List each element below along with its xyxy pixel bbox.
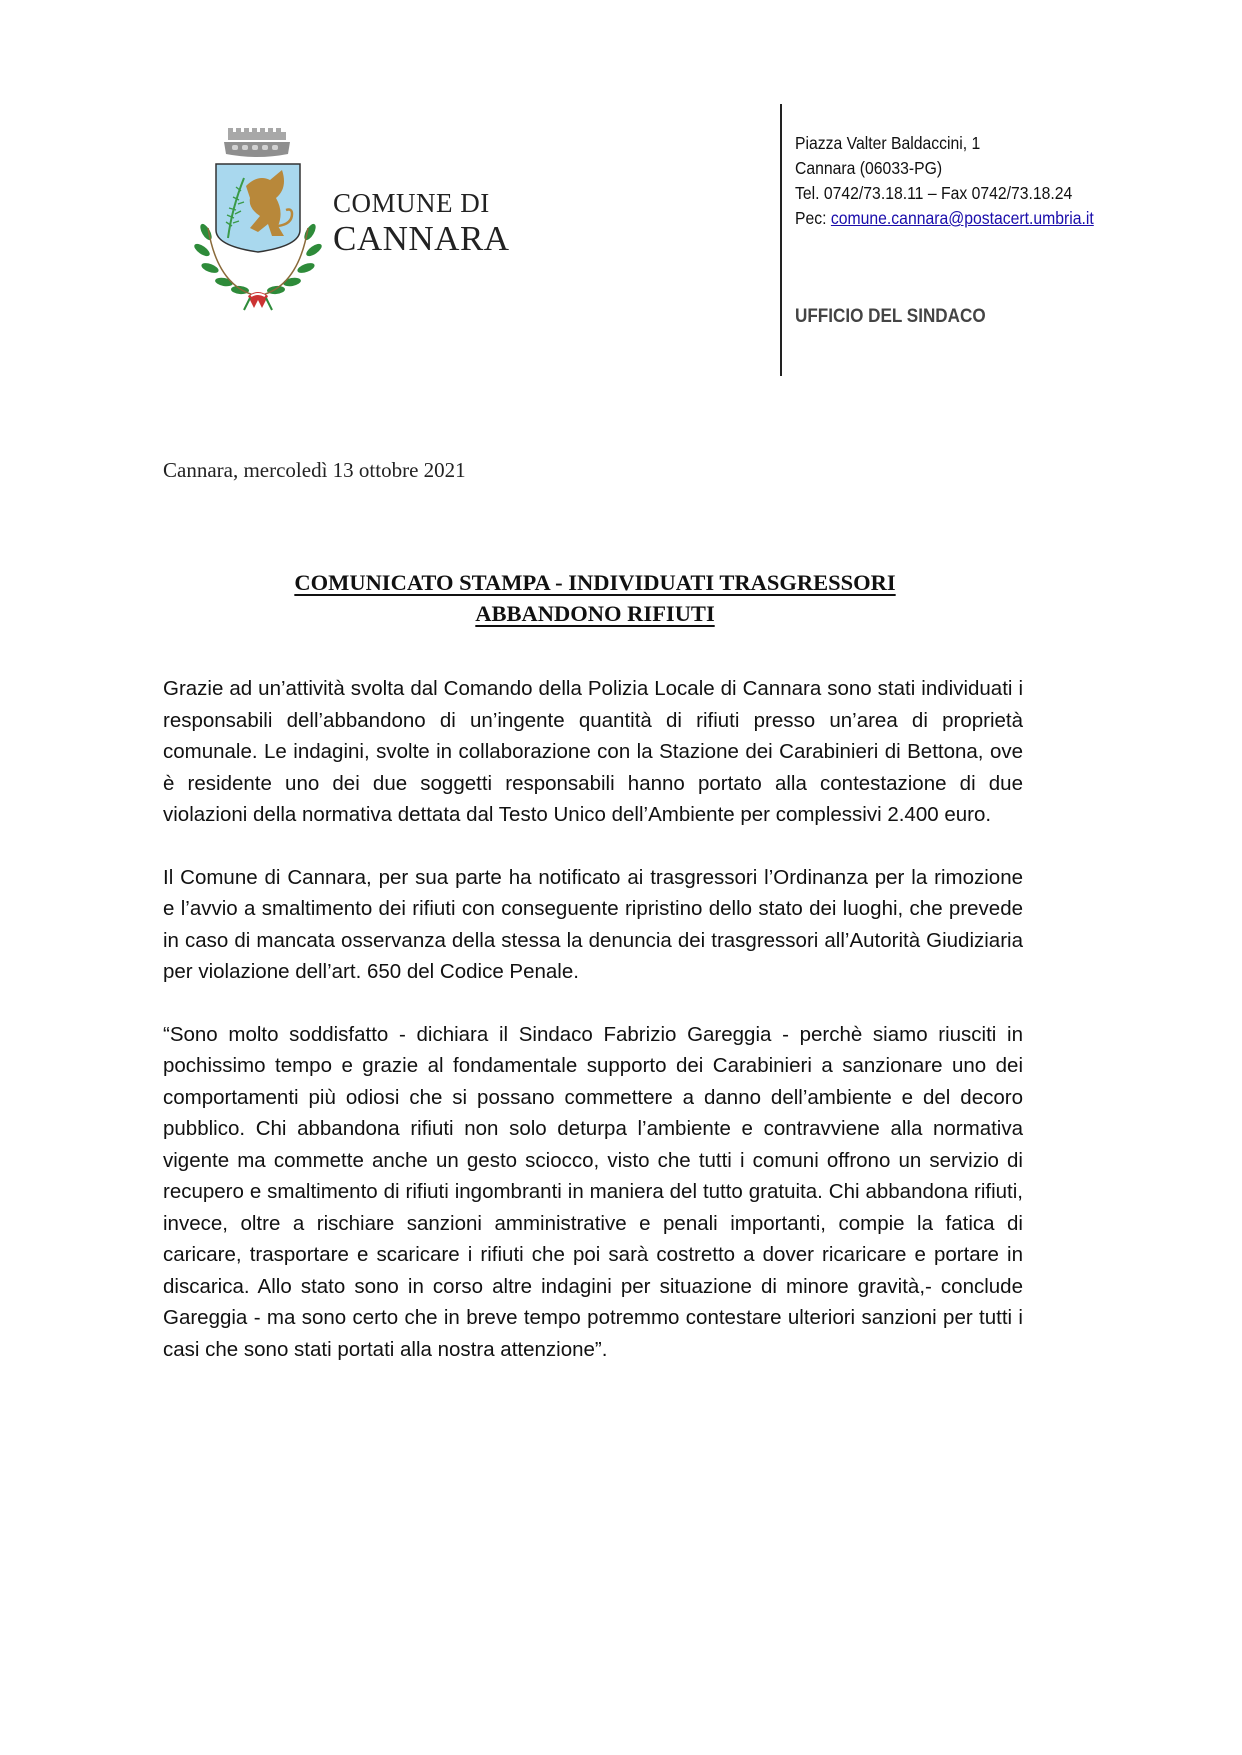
header-divider (780, 104, 782, 376)
document-body (163, 673, 1023, 1396)
date-line: Cannara, mercoledì 13 ottobre 2021 (163, 458, 466, 482)
title-line-2: ABBANDONO RIFIUTI (475, 601, 715, 626)
crown-icon (224, 128, 290, 157)
page-title (160, 567, 1030, 629)
pec-label: Pec: (795, 208, 831, 228)
contact-pec (795, 206, 1094, 231)
contact-phone-fax: Tel. 0742/73.18.11 – Fax 0742/73.18.24 (795, 183, 1073, 203)
contact-block (795, 131, 1094, 231)
paragraph-2: Il Comune di Cannara, per sua parte ha notificato ai trasgressori l’Ordinanza per la rimozione e l’avvio a smaltimento dei rifiuti con conseguente ripristino dello stato dei luoghi, che prevede in caso di mancata osservanza della stessa la denuncia dei trasgressori all’Autorità Giudiziaria per violazione dell’art. 650 del Codice Penale. (163, 865, 1023, 983)
tricolor-ribbon-icon (244, 292, 272, 310)
paragraph-3: “Sono molto soddisfatto - dichiara il Sindaco Fabrizio Gareggia - perchè siamo riusciti in pochissimo tempo e grazie al fondamentale supporto dei Carabinieri a sanzionare uno dei comportamenti più odiosi che si possano commettere a danno dell’ambiente e del decoro pubblico. Chi abbandona rifiuti non solo deturpa l’ambiente e contravviene alla normativa vigente ma commette anche un gesto sciocco, visto che tutti i comuni offrono un servizio di recupero e smaltimento di rifiuti ingombranti in maniera del tutto gratuita. Chi abbandona rifiuti, invece, oltre a rischiare sanzioni amministrative e penali importanti, compie la fatica di caricare, trasportare e scaricare i rifiuti che poi sarà costretto a dover ricaricare e portare in discarica. Allo stato sono in corso altre indagini per situazione di minore gravità,- conclude Gareggia - ma sono certo che in breve tempo potremmo contestare ulteriori sanzioni per tutti i casi che sono stati portati alla nostra attenzione”. (163, 1022, 1023, 1361)
contact-city: Cannara (06033-PG) (795, 158, 943, 178)
title-line-1: COMUNICATO STAMPA - INDIVIDUATI TRASGRESSORI (294, 570, 896, 595)
logo-text-line1: COMUNE DI (333, 188, 490, 218)
pec-email-link[interactable]: comune.cannara@postacert.umbria.it (830, 208, 1094, 228)
coat-of-arms-icon (188, 128, 338, 318)
contact-address: Piazza Valter Baldaccini, 1 (795, 133, 981, 153)
municipality-logo (188, 128, 508, 318)
logo-text-line2: CANNARA (333, 219, 510, 258)
paragraph-1: Grazie ad un’attività svolta dal Comando della Polizia Locale di Cannara sono stati individuati i responsabili dell’abbandono di un’ingente quantità di rifiuti presso un’area di proprietà comunale. Le indagini, svolte in collaborazione con la Stazione dei Carabinieri di Bettona, ove è residente uno dei due soggetti responsabili hanno portato alla contestazione di due violazioni della normativa dettata dal Testo Unico dell’Ambiente per complessivi 2.400 euro. (163, 677, 1023, 826)
office-label: UFFICIO DEL SINDACO (795, 306, 986, 327)
